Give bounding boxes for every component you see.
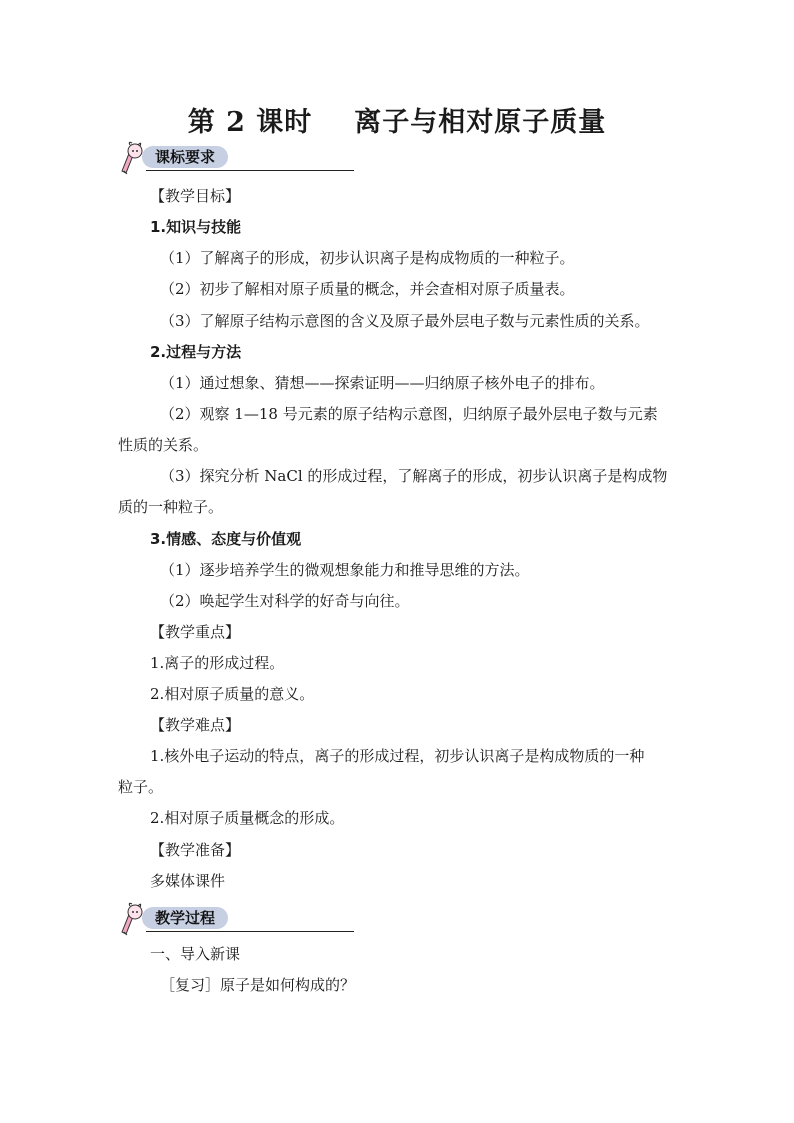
knowledge-item-2: （2）初步了解相对原子质量的概念，并会查相对原子质量表。	[160, 280, 575, 298]
attitudes-item-1: （1）逐步培养学生的微观想象能力和推导思维的方法。	[160, 561, 530, 579]
process-methods-item-2: （2）观察 1—18 号元素的原子结构示意图，归纳原子最外层电子数与元素	[160, 405, 658, 423]
title-lesson-topic: 离子与相对原子质量	[354, 107, 607, 138]
difficulty-1: 1.核外电子运动的特点，离子的形成过程，初步认识离子是构成物质的一种	[150, 747, 645, 765]
process-methods-item-3: （3）探究分析 NaCl 的形成过程，了解离子的形成，初步认识离子是构成物	[160, 467, 668, 485]
section-underline	[146, 931, 354, 932]
knowledge-item-3: （3）了解原子结构示意图的含义及原子最外层电子数与元素性质的关系。	[160, 312, 650, 330]
difficulty-1-cont: 粒子。	[118, 778, 164, 796]
knowledge-item-1: （1）了解离子的形成，初步认识离子是构成物质的一种粒子。	[160, 249, 575, 267]
key-point-2: 2.相对原子质量的意义。	[150, 685, 315, 703]
difficulties-heading: 【教学难点】	[150, 716, 241, 734]
process-methods-item-1: （1）通过想象、猜想——探索证明——归纳原子核外电子的排布。	[160, 374, 605, 392]
section-underline	[146, 170, 354, 171]
title-lesson-number: 第 2 课时	[187, 107, 313, 138]
difficulty-2: 2.相对原子质量概念的形成。	[150, 809, 345, 827]
process-review: ［复习］原子是如何构成的？	[160, 976, 356, 994]
section-label-standards: 课标要求	[142, 146, 228, 168]
process-step-1: 一、导入新课	[150, 945, 241, 963]
section-header-process	[118, 902, 243, 936]
attitudes-heading: 3.情感、态度与价值观	[150, 530, 302, 548]
section-label-process: 教学过程	[142, 907, 228, 929]
attitudes-item-2: （2）唤起学生对科学的好奇与向往。	[160, 592, 410, 610]
key-points-heading: 【教学重点】	[150, 623, 241, 641]
objectives-heading: 【教学目标】	[150, 187, 241, 205]
key-point-1: 1.离子的形成过程。	[150, 654, 285, 672]
process-methods-item-3-cont: 质的一种粒子。	[118, 498, 224, 516]
page-title	[0, 100, 794, 139]
preparation-heading: 【教学准备】	[150, 841, 241, 859]
knowledge-heading: 1.知识与技能	[150, 218, 242, 236]
preparation-text: 多媒体课件	[150, 872, 226, 890]
section-header-standards	[118, 141, 243, 175]
process-methods-heading: 2.过程与方法	[150, 343, 242, 361]
process-methods-item-2-cont: 性质的关系。	[118, 436, 209, 454]
